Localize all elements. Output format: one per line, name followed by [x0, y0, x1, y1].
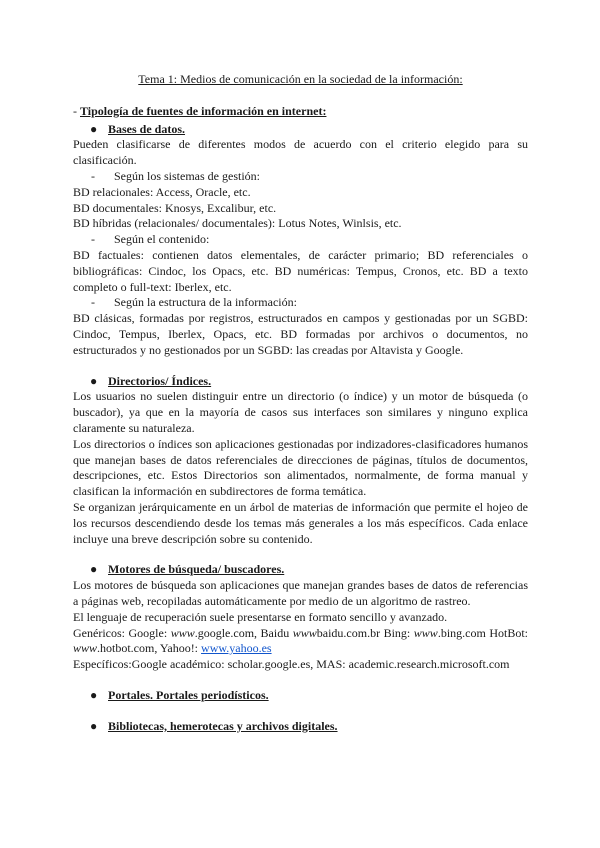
bullet-icon: ● — [90, 373, 98, 388]
estructura-text: BD clásicas, formadas por registros, estructurados en campos y gestionadas por un SGBD: Cindoc, Tempus, Iberlex, Opacs, etc. BD formadas por archivos o documentos, no estructurados y no gestionados por un SGBD: las creadas por Altavista y Google. — [73, 311, 528, 357]
motores-heading-text: Motores de búsqueda/ buscadores. — [108, 562, 285, 577]
dash-marker: - — [91, 232, 95, 247]
estructura-subheading — [73, 295, 528, 311]
typology-prefix: - — [73, 103, 80, 118]
bullet-icon: ● — [90, 562, 98, 577]
contenido-label: Según el contenido: — [114, 232, 210, 247]
bases-intro: Pueden clasificarse de diferentes modos de acuerdo con el criterio elegido para su clasificación. — [73, 137, 528, 168]
directorios-heading — [73, 374, 528, 390]
page-title: Tema 1: Medios de comunicación en la sociedad de la información: — [138, 72, 463, 86]
yahoo-link[interactable]: www.yahoo.es — [201, 641, 272, 656]
document-page — [73, 72, 528, 734]
directorios-paragraph: Los directorios o índices son aplicaciones gestionadas por indizadores-clasificadores humanos que manejan bases de datos referenciales de direcciones de páginas, títulos de documentos, descripciones, etc. Estos Directorios son alimentados, normalmente, de forma manual y clasifican la información en subdirectores de forma temática. — [73, 436, 528, 499]
portales-heading — [73, 688, 528, 704]
gestion-item: BD relacionales: Access, Oracle, etc. — [73, 184, 251, 199]
genericos-line: Genéricos: Google: www.google.com, Baidu wwwbaidu.com.br Bing: www.bing.com HotBot: www.hotbot.com, Yahoo!: www.yahoo.es — [73, 625, 529, 656]
motores-paragraph: Los motores de búsqueda son aplicaciones que manejan grandes bases de datos de referencias a páginas web, recopiladas automáticamente por medio de un algoritmo de rastreo. — [73, 578, 528, 608]
portales-heading-text: Portales. Portales periodísticos. — [108, 687, 269, 702]
directorios-paragraph: Los usuarios no suelen distinguir entre un directorio (o índice) y un motor de búsqueda (o buscador), ya que en la mayoría de casos sus interfaces son similares y ninguno explica claramente su naturaleza. — [73, 389, 528, 435]
especificos-line: Específicos:Google académico: scholar.google.es, MAS: academic.research.microsoft.com — [73, 657, 510, 672]
bullet-icon: ● — [90, 121, 98, 136]
dash-marker: - — [91, 295, 95, 310]
directorios-heading-text: Directorios/ Índices. — [108, 373, 212, 388]
estructura-label: Según la estructura de la información: — [114, 295, 297, 310]
motores-heading — [73, 562, 528, 578]
gestion-item: BD documentales: Knosys, Excalibur, etc. — [73, 200, 277, 215]
bases-heading — [73, 122, 528, 138]
typology-heading-text: Tipología de fuentes de información en internet: — [80, 103, 327, 118]
bases-heading-text: Bases de datos. — [108, 121, 186, 136]
bibliotecas-heading — [73, 719, 528, 735]
bibliotecas-heading-text: Bibliotecas, hemerotecas y archivos digitales. — [108, 718, 338, 733]
dash-marker: - — [91, 168, 95, 183]
motores-paragraph: El lenguaje de recuperación suele presentarse en formato sencillo y avanzado. — [73, 609, 448, 624]
contenido-subheading — [73, 232, 528, 248]
typology-heading — [73, 104, 528, 120]
bullet-icon: ● — [90, 718, 98, 733]
directorios-paragraph: Se organizan jerárquicamente en un árbol de materias de información que permite el hojeo de los recursos descendiendo desde los temas más generales a los más específicos. Cada enlace incluye una breve descripción sobre su contenido. — [73, 499, 528, 546]
contenido-text: BD factuales: contienen datos elementales, de carácter primario; BD referenciales o bibliográficas: Cindoc, los Opacs, etc. BD numéricas: Tempus, Cronos, etc. BD a texto completo o full-text: Iberlex, etc. — [73, 247, 528, 294]
gestion-item: BD híbridas (relacionales/ documentales): Lotus Notes, Winlsis, etc. — [73, 216, 402, 231]
gestion-label: Según los sistemas de gestión: — [114, 168, 260, 183]
bullet-icon: ● — [90, 687, 98, 702]
gestion-subheading — [73, 169, 528, 185]
